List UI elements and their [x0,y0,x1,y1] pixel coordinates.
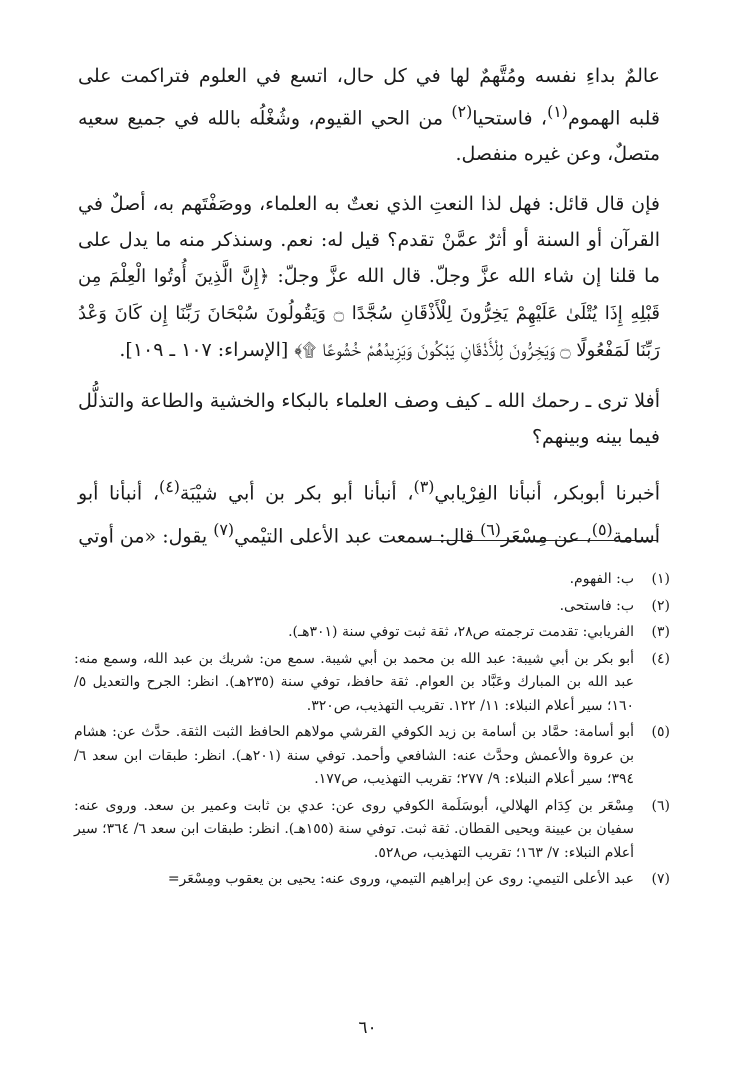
verse-citation: [الإسراء: ١٠٧ ـ ١٠٩]. [119,339,295,362]
paragraph-3-text: أفلا ترى ـ رحمك الله ـ كيف وصف العلماء بالبكاء والخشية والطاعة والتذلُّل فيما بينه وبينهم؟ [78,390,660,449]
footnote-text: مِسْعَر بن كِدَام الهلالي، أبوسَلَمة الكوفي روى عن: عدي بن ثابت وعمير بن سعد. وروى عنه: سفيان بن عيينة ويحيى القطان. ثقة ثبت. توفي سنة (١٥٥هـ). انظر: طبقات ابن سعد ٦/ ٣٦٤؛ سير أعلام النبلاء: ٧/ ١٦٣؛ تقريب التهذيب، ص٥٢٨. [74,797,634,861]
footnote-ref-4: (٤) [159,477,180,497]
footnote-ref-6: (٦) [480,519,501,539]
footnote-1 [74,568,670,592]
footnote-text: عبد الأعلى التيمي: روى عن إبراهيم التيمي، وروى عنه: يحيى بن يعقوب ومِسْعَر= [167,871,634,887]
footnote-6 [74,795,670,866]
footnote-number: (٢) [651,597,670,614]
paragraph-3 [78,383,660,455]
main-text [78,58,660,554]
paragraph-4-text-e: قال: سمعت عبد الأعلى التيْمي [234,524,481,547]
page-number: ٦٠ [358,1018,377,1038]
footnote-5 [74,721,670,792]
footnote-ref-1: (١) [547,102,568,121]
paragraph-4-text-f: يقول: «من أوتي [78,524,214,547]
footnote-2 [74,595,670,619]
footnote-text: أبو بكر بن أبي شيبة: عبد الله بن محمد بن أبي شيبة. سمع من: شريك بن عبد الله، وسمع منه: عبد الله بن المبارك وعَبَّاد بن العوام. ثقة حافظ، توفي سنة (٢٣٥هـ). انظر: الجرح والتعديل ٥/ ١٦٠؛ سير أعلام النبلاء: ١١/ ١٢٢. تقريب التهذيب، ص٣٢٠. [74,650,634,714]
footnote-text: ب: فاستحى. [559,597,634,614]
paragraph-4-text-a: أخبرنا أبوبكر، أنبأنا الفِرْيابي [434,482,661,505]
paragraph-4-text-b: ، أنبأنا أبو بكر بن أبي شيْبَة [179,482,414,505]
quran-verse: ﴿إِنَّ الَّذِينَ أُوتُوا الْعِلْمَ مِن قَبْلِهِ إِذَا يُتْلَىٰ عَلَيْهِمْ يَخِرُّونَ لِلْأَذْقَانِ سُجَّدًا ۝ وَيَقُولُونَ سُبْحَانَ رَبِّنَا إِن كَانَ وَعْدُ رَبِّنَا لَمَفْعُولًا ۝ وَيَخِرُّونَ لِلْأَذْقَانِ يَبْكُونَ وَيَزِيدُهُمْ خُشُوعًا ۩﴾ [78,266,661,362]
footnote-text: أبو أسامة: حمَّاد بن أسامة بن زيد الكوفي القرشي مولاهم الحافظ الثبت الثقة. حدَّث عن: هشام بن عروة والأعمش وحدَّث عنه: الشافعي وأحمد. توفي سنة (٢٠١هـ). انظر: طبقات ابن سعد ٦/ ٣٩٤؛ سير أعلام النبلاء: ٩/ ٢٧٧؛ تقريب التهذيب، ص١٧٧. [74,724,635,787]
footnote-text: ب: الفهوم. [569,571,634,587]
footnote-ref-7: (٧) [213,519,235,539]
footnote-separator [427,540,657,541]
paragraph-2 [78,186,660,369]
footnote-number: (٣) [651,624,670,640]
footnote-number: (٥) [651,724,670,740]
paragraph-2-text-a: فإن قال قائل: فهل لذا النعتِ الذي نعتٌ به العلماء، ووصَفْتَهم به، أصلٌ في القرآن أو السنة أو أثرٌ عمَّنْ تقدم؟ قيل له: نعم. وسنذكر منه ما يدل على ما قلنا إن شاء الله عزَّ وجلّ. قال الله عزَّ وجلّ: [78,193,660,288]
paragraph-4 [78,469,660,554]
footnote-number: (٧) [651,871,670,887]
footnote-ref-3: (٣) [413,477,435,497]
footnotes [74,568,670,895]
paragraph-1-text-c: من الحي القيوم، وشُغْلُه بالله في جميع سعيه متصلٌ، وعن غيره منفصل. [78,107,660,166]
footnote-4 [74,648,670,719]
paragraph-1-text-a: عالمٌ بداءِ نفسه ومُتَّهمٌ لها في كل حال، اتسع في العلوم فتراكمت على قلبه الهموم [78,65,660,130]
footnote-number: (٤) [651,650,670,667]
footnote-number: (٦) [651,797,670,814]
paragraph-4-text-c: ، أنبأنا أبو أسامة [78,482,660,547]
paragraph-1-text-b: ، فاستحيا [472,107,548,130]
footnote-ref-5: (٥) [591,519,613,539]
paragraph-4-text-d: ، عن مِسْعَر [500,524,592,547]
footnote-number: (١) [651,571,670,587]
footnote-3 [74,621,670,645]
footnote-7 [74,868,670,892]
footnote-ref-2: (٢) [451,102,473,121]
paragraph-1 [78,58,660,172]
footnote-text: الفريابي: تقدمت ترجمته ص٢٨، ثقة ثبت توفي سنة (٣٠١هـ). [288,624,634,640]
